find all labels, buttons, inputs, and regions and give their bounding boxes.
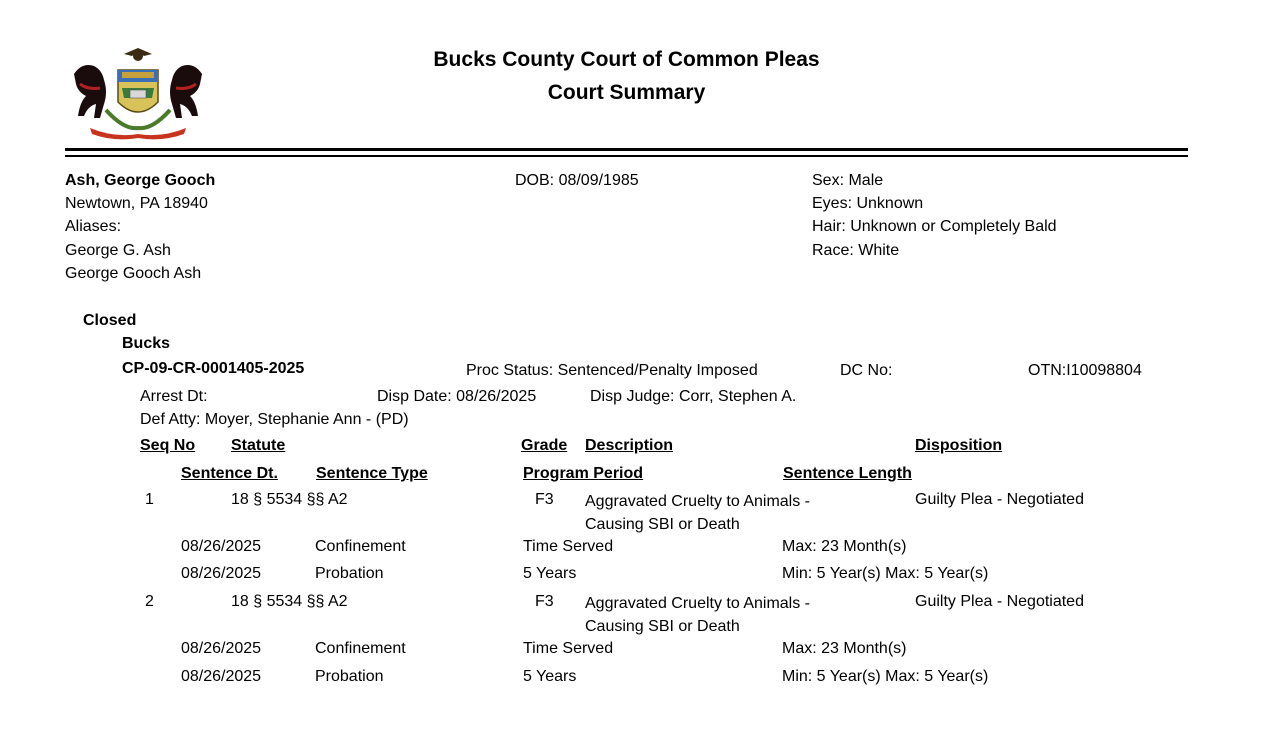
defendant-sex: Sex: Male [812,172,884,189]
header-description: Description [585,437,674,454]
header-divider-thin [65,155,1188,157]
charge-description: Aggravated Cruelty to Animals - [585,493,810,510]
charge-statute: 18 § 5534 §§ A2 [231,593,348,610]
defendant-race: Race: White [812,242,900,259]
court-title: Bucks County Court of Common Pleas [433,48,820,71]
header-grade: Grade [521,437,568,454]
defendant-hair: Hair: Unknown or Completely Bald [812,218,1057,235]
charge-grade: F3 [535,491,554,508]
sentence-length: Max: 23 Month(s) [782,640,907,657]
charge-seq: 1 [145,491,154,508]
charge-statute: 18 § 5534 §§ A2 [231,491,348,508]
case-docket-number: CP-09-CR-0001405-2025 [122,360,305,377]
header-statute: Statute [231,437,286,454]
proc-status: Proc Status: Sentenced/Penalty Imposed [466,362,758,379]
charge-description-cont: Causing SBI or Death [585,618,740,635]
sentence-length: Max: 23 Month(s) [782,538,907,555]
charge-disposition: Guilty Plea - Negotiated [915,491,1084,508]
defendant-eyes: Eyes: Unknown [812,195,924,212]
sentence-length: Min: 5 Year(s) Max: 5 Year(s) [782,668,989,685]
disposition-judge: Disp Judge: Corr, Stephen A. [590,388,797,405]
header-disposition: Disposition [915,437,1003,454]
charge-description: Aggravated Cruelty to Animals - [585,595,810,612]
sentence-type: Confinement [315,640,406,657]
charge-seq: 2 [145,593,154,610]
sentence-type: Confinement [315,538,406,555]
sentence-date: 08/26/2025 [181,668,262,685]
header-program-period: Program Period [523,465,644,482]
charge-description-cont: Causing SBI or Death [585,516,740,533]
sentence-length: Min: 5 Year(s) Max: 5 Year(s) [782,565,989,582]
sentence-program-period: Time Served [523,640,614,657]
sentence-program-period: Time Served [523,538,614,555]
sentence-date: 08/26/2025 [181,565,262,582]
sentence-date: 08/26/2025 [181,640,262,657]
document-title: Court Summary [547,81,706,104]
sentence-date: 08/26/2025 [181,538,262,555]
case-county: Bucks [122,335,171,352]
disposition-date: Disp Date: 08/26/2025 [377,388,537,405]
defendant-dob: DOB: 08/09/1985 [515,172,639,189]
sentence-program-period: 5 Years [523,668,577,685]
dc-number: DC No: [840,362,893,379]
sentence-program-period: 5 Years [523,565,577,582]
header-sentence-date: Sentence Dt. [181,465,278,482]
defense-attorney: Def Atty: Moyer, Stephanie Ann - (PD) [140,411,409,428]
arrest-date: Arrest Dt: [140,388,208,405]
case-status-group: Closed [83,312,137,329]
alias-item: George G. Ash [65,242,171,259]
defendant-name: Ash, George Gooch [65,172,216,189]
header-seq-no: Seq No [140,437,196,454]
header-sentence-length: Sentence Length [783,465,912,482]
defendant-address: Newtown, PA 18940 [65,195,208,212]
aliases-label: Aliases: [65,218,122,235]
sentence-type: Probation [315,565,384,582]
alias-item: George Gooch Ash [65,265,202,282]
charge-grade: F3 [535,593,554,610]
charge-disposition: Guilty Plea - Negotiated [915,593,1084,610]
sentence-type: Probation [315,668,384,685]
header-sentence-type: Sentence Type [316,465,428,482]
otn-number: OTN:I10098804 [1028,362,1142,379]
header-divider-thick [65,148,1188,151]
